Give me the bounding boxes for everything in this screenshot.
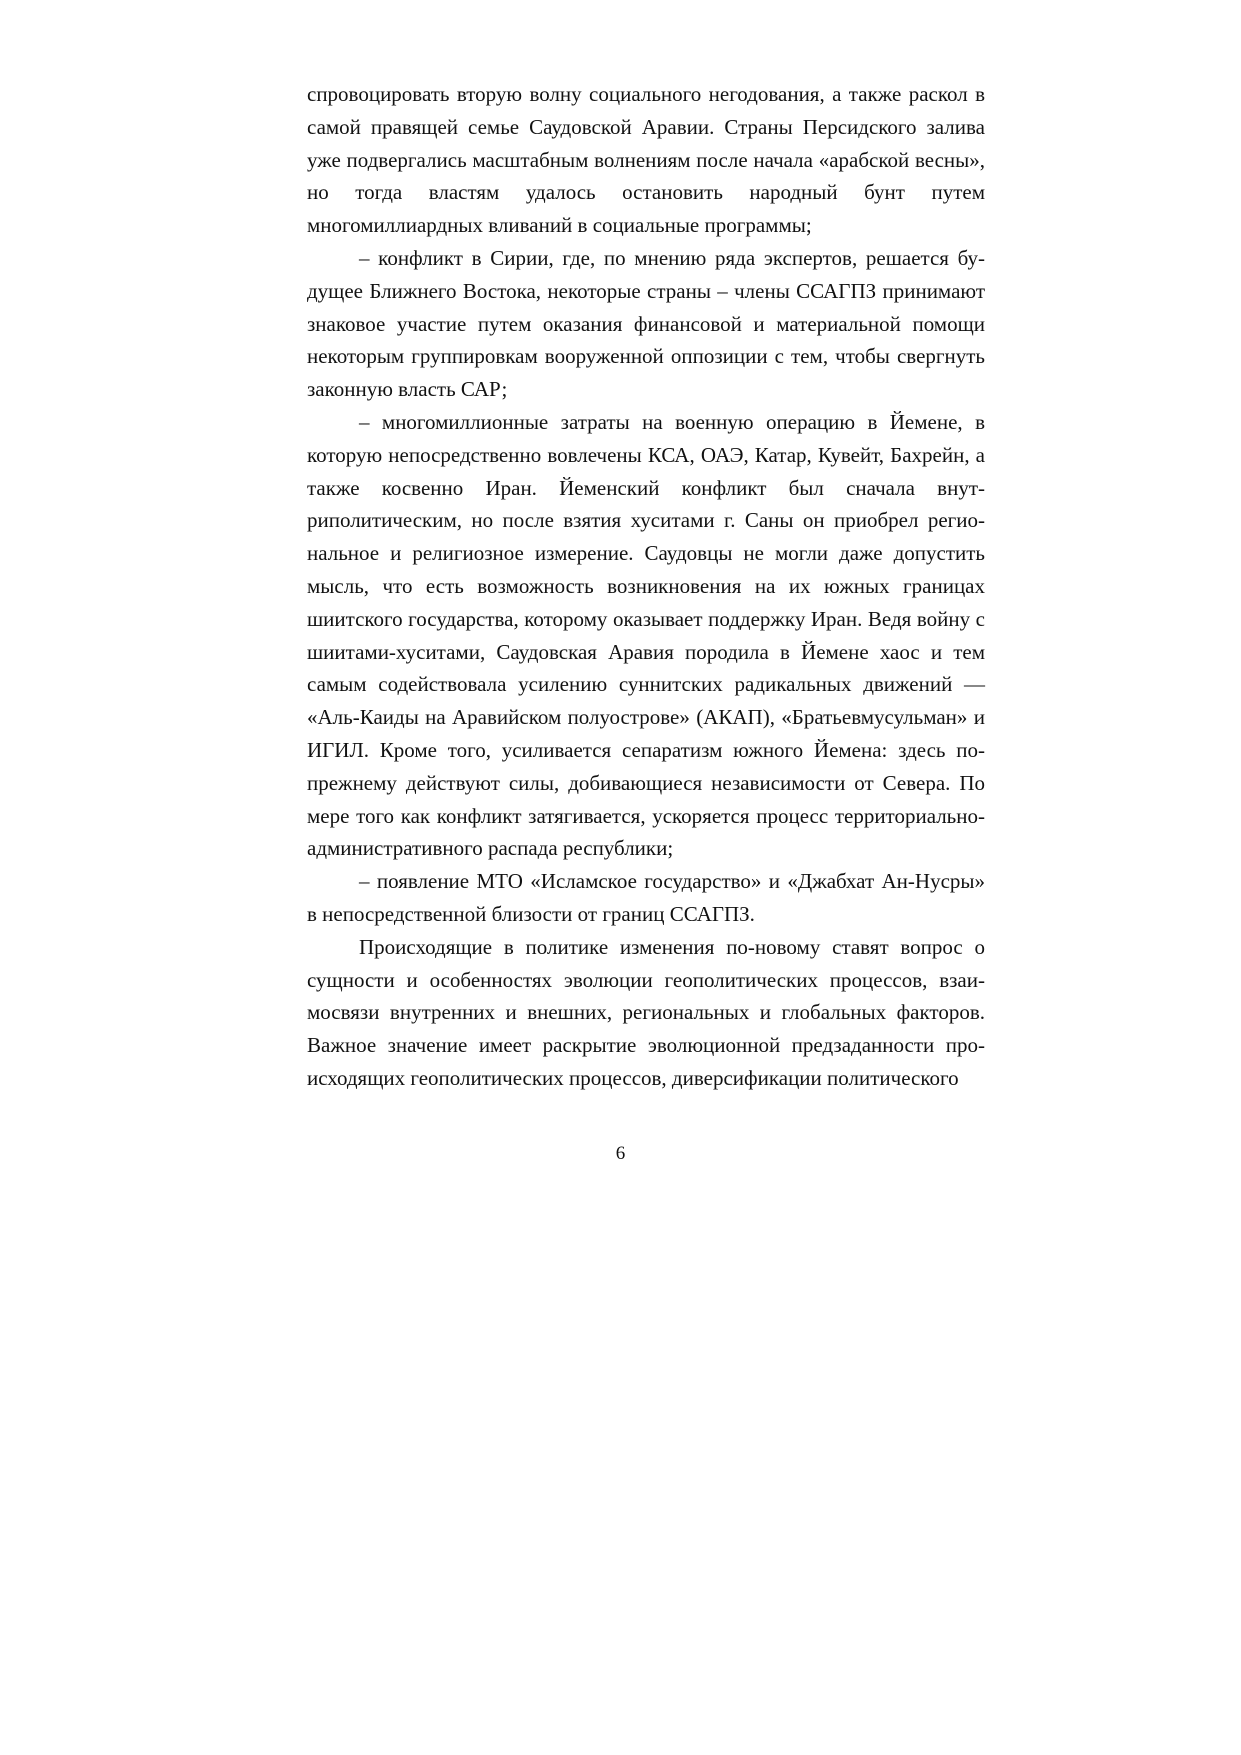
paragraph-islamic-state: – появление МТО «Исламское государство» и «Джабхат Ан-Нусры» в непосредственной близости от границ ССАГПЗ. [307,869,985,926]
paragraph-syria-conflict: – конфликт в Сирии, где, по мнению ряда экспертов, решается будущее Ближнего Востока, некоторые страны – члены ССАГПЗ принимают знаковое участие путем оказания финансовой и материальной помощи некоторым группировкам вооруженной оппозиции с тем, чтобы свергнуть законную власть САР; [307,245,985,402]
body-text [307,78,985,1095]
paragraph-continuation: спровоцировать вторую волну социального негодования, а также раскол в самой правящей семье Саудовской Аравии. Страны Персидского залива уже подвергались масштабным волнениям после начала «арабской весны», но тогда властям удалось остановить народный бунт путем многомиллиардных вливаний в социальные программы; [307,82,985,238]
paragraph-yemen-operation: – многомиллионные затраты на военную операцию в Йемене, в которую непосредственно вовлечены КСА, ОАЭ, Катар, Кувейт, Бахрейн, а также косвенно Иран. Йеменский конфликт был сначала внутриполитическим, но после взятия хуситами г. Саны он приобрел региональное и религиозное измерение. Саудовцы не могли даже допустить мысль, что есть возможность возникновения на их южных границах шиитского государства, которому оказывает поддержку Иран. Ведя войну с шиитами-хуситами, Саудовская Аравия породила в Йемене хаос и тем самым содействовала усилению суннитских радикальных движений — «Аль-Каиды на Аравийском полуострове» (АКАП), «Братьевмусульман» и ИГИЛ. Кроме того, усиливается сепаратизм южного Йемена: здесь по-прежнему действуют силы, добивающиеся независимости от Севера. По мере того как конфликт затягивается, ускоряется процесс территориально-административного распада республики; [307,409,985,861]
page-number: 6 [615,1143,626,1164]
paragraph-geopolitical-changes: Происходящие в политике изменения по-новому ставят вопрос о сущности и особенностях эволюции геополитических процессов, взаимосвязи внутренних и внешних, региональных и глобальных факторов. Важное значение имеет раскрытие эволюционной предзаданности происходящих геополитических процессов, диверсификации политического [307,934,985,1090]
